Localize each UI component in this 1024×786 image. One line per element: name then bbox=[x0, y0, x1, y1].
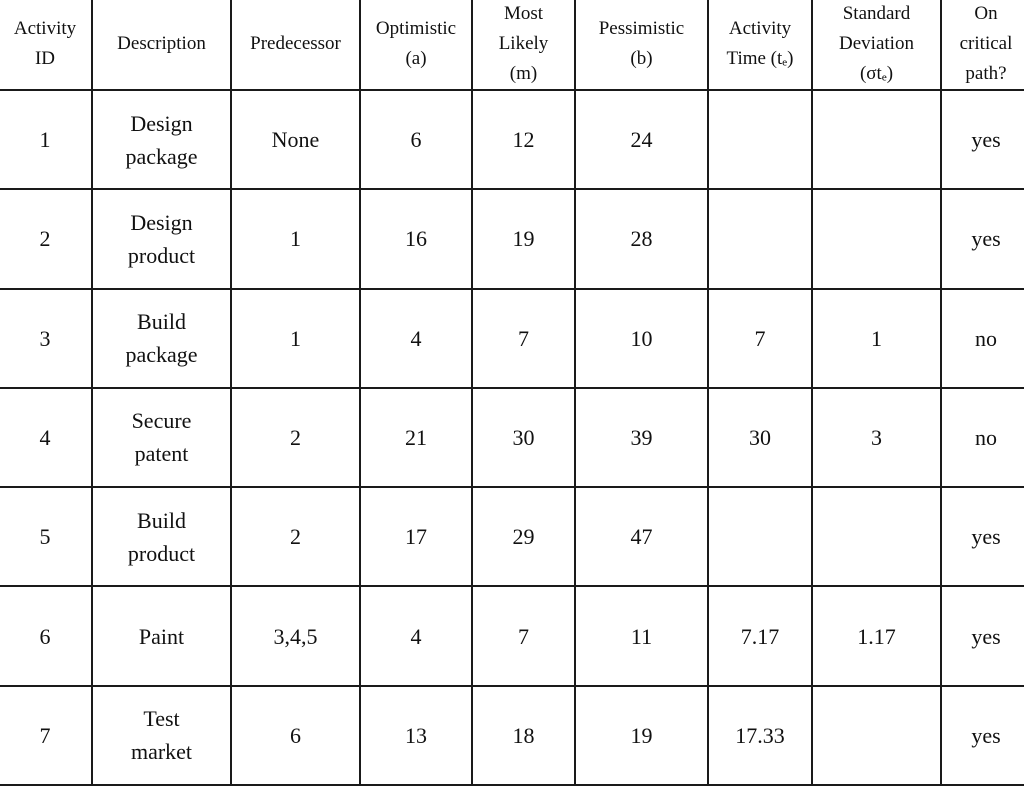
header-critical-path bbox=[941, 0, 1024, 90]
header-line: ID bbox=[34, 48, 56, 69]
header-activity-id bbox=[0, 0, 92, 90]
cell-activity-id: 4 bbox=[0, 388, 92, 487]
cell-pessimistic: 11 bbox=[575, 586, 708, 685]
header-optimistic bbox=[360, 0, 472, 90]
header-line: On bbox=[974, 3, 998, 24]
cell-predecessor: 2 bbox=[231, 487, 360, 586]
cell-activity-time bbox=[708, 189, 812, 288]
table-row bbox=[0, 686, 1024, 785]
cell-critical-path: yes bbox=[941, 487, 1024, 586]
cell-predecessor: 1 bbox=[231, 189, 360, 288]
cell-critical-path: yes bbox=[941, 586, 1024, 685]
header-line: Optimistic bbox=[375, 18, 457, 39]
header-standard-deviation bbox=[812, 0, 941, 90]
header-description bbox=[92, 0, 231, 90]
description-line: Build bbox=[137, 507, 186, 533]
description-line: Secure bbox=[131, 408, 192, 434]
header-line: Pessimistic bbox=[598, 18, 685, 39]
cell-predecessor: 1 bbox=[231, 289, 360, 388]
table-row bbox=[0, 388, 1024, 487]
cell-activity-id: 7 bbox=[0, 686, 92, 785]
header-most-likely bbox=[472, 0, 575, 90]
cell-most-likely: 30 bbox=[472, 388, 575, 487]
header-line: Likely bbox=[498, 33, 549, 54]
description-line: package bbox=[125, 143, 198, 169]
cell-standard-deviation bbox=[812, 189, 941, 288]
cell-critical-path: no bbox=[941, 388, 1024, 487]
cell-standard-deviation bbox=[812, 90, 941, 189]
cell-optimistic: 4 bbox=[360, 586, 472, 685]
header-line: Time (tₑ) bbox=[726, 48, 794, 69]
header-line: Deviation bbox=[839, 33, 914, 54]
cell-pessimistic: 19 bbox=[575, 686, 708, 785]
cell-description bbox=[92, 289, 231, 388]
header-line: Most bbox=[503, 3, 544, 24]
description-line: Design bbox=[130, 110, 193, 136]
description-line: product bbox=[127, 540, 196, 566]
cell-description bbox=[92, 586, 231, 685]
header-line: Predecessor bbox=[250, 33, 341, 54]
cell-most-likely: 7 bbox=[472, 586, 575, 685]
cell-critical-path: yes bbox=[941, 90, 1024, 189]
cell-most-likely: 7 bbox=[472, 289, 575, 388]
cell-most-likely: 19 bbox=[472, 189, 575, 288]
cell-activity-time: 7 bbox=[708, 289, 812, 388]
cell-standard-deviation: 1.17 bbox=[812, 586, 941, 685]
cell-standard-deviation bbox=[812, 686, 941, 785]
header-line: Description bbox=[117, 33, 206, 54]
cell-description bbox=[92, 686, 231, 785]
table-row bbox=[0, 586, 1024, 685]
cell-optimistic: 13 bbox=[360, 686, 472, 785]
cell-activity-id: 3 bbox=[0, 289, 92, 388]
cell-pessimistic: 24 bbox=[575, 90, 708, 189]
cell-optimistic: 17 bbox=[360, 487, 472, 586]
cell-activity-id: 2 bbox=[0, 189, 92, 288]
header-line: (a) bbox=[405, 48, 427, 69]
cell-activity-time: 17.33 bbox=[708, 686, 812, 785]
table-row bbox=[0, 487, 1024, 586]
header-line: critical bbox=[959, 33, 1013, 54]
cell-standard-deviation: 3 bbox=[812, 388, 941, 487]
cell-optimistic: 21 bbox=[360, 388, 472, 487]
cell-standard-deviation: 1 bbox=[812, 289, 941, 388]
cell-pessimistic: 47 bbox=[575, 487, 708, 586]
description-line: Paint bbox=[138, 623, 185, 649]
table-row bbox=[0, 90, 1024, 189]
cell-optimistic: 6 bbox=[360, 90, 472, 189]
description-line: patent bbox=[134, 441, 189, 467]
cell-description bbox=[92, 388, 231, 487]
description-line: package bbox=[125, 342, 198, 368]
header-line: (m) bbox=[509, 63, 538, 84]
cell-description bbox=[92, 189, 231, 288]
cell-description bbox=[92, 90, 231, 189]
header-line: Standard bbox=[842, 3, 911, 24]
cell-most-likely: 29 bbox=[472, 487, 575, 586]
description-line: Test bbox=[143, 706, 180, 732]
cell-activity-id: 5 bbox=[0, 487, 92, 586]
cell-standard-deviation bbox=[812, 487, 941, 586]
header-row bbox=[0, 0, 1024, 90]
header-activity-time bbox=[708, 0, 812, 90]
header-pessimistic bbox=[575, 0, 708, 90]
description-line: Design bbox=[130, 209, 193, 235]
cell-predecessor: None bbox=[231, 90, 360, 189]
cell-most-likely: 18 bbox=[472, 686, 575, 785]
cell-predecessor: 3,4,5 bbox=[231, 586, 360, 685]
cell-activity-time bbox=[708, 487, 812, 586]
header-line: path? bbox=[965, 63, 1007, 84]
header-line: (σtₑ) bbox=[859, 63, 894, 84]
table-row bbox=[0, 289, 1024, 388]
cell-critical-path: no bbox=[941, 289, 1024, 388]
header-line: Activity bbox=[728, 18, 792, 39]
cell-optimistic: 4 bbox=[360, 289, 472, 388]
cell-activity-time bbox=[708, 90, 812, 189]
cell-activity-id: 1 bbox=[0, 90, 92, 189]
cell-critical-path: yes bbox=[941, 686, 1024, 785]
cell-activity-id: 6 bbox=[0, 586, 92, 685]
cell-description bbox=[92, 487, 231, 586]
cell-pessimistic: 28 bbox=[575, 189, 708, 288]
table-row bbox=[0, 189, 1024, 288]
header-predecessor bbox=[231, 0, 360, 90]
cell-critical-path: yes bbox=[941, 189, 1024, 288]
cell-predecessor: 6 bbox=[231, 686, 360, 785]
cell-activity-time: 30 bbox=[708, 388, 812, 487]
description-line: product bbox=[127, 242, 196, 268]
cell-pessimistic: 10 bbox=[575, 289, 708, 388]
cell-optimistic: 16 bbox=[360, 189, 472, 288]
cell-pessimistic: 39 bbox=[575, 388, 708, 487]
header-line: (b) bbox=[630, 48, 653, 69]
cell-most-likely: 12 bbox=[472, 90, 575, 189]
cell-predecessor: 2 bbox=[231, 388, 360, 487]
header-line: Activity bbox=[13, 18, 77, 39]
description-line: market bbox=[130, 739, 193, 765]
description-line: Build bbox=[137, 309, 186, 335]
cell-activity-time: 7.17 bbox=[708, 586, 812, 685]
